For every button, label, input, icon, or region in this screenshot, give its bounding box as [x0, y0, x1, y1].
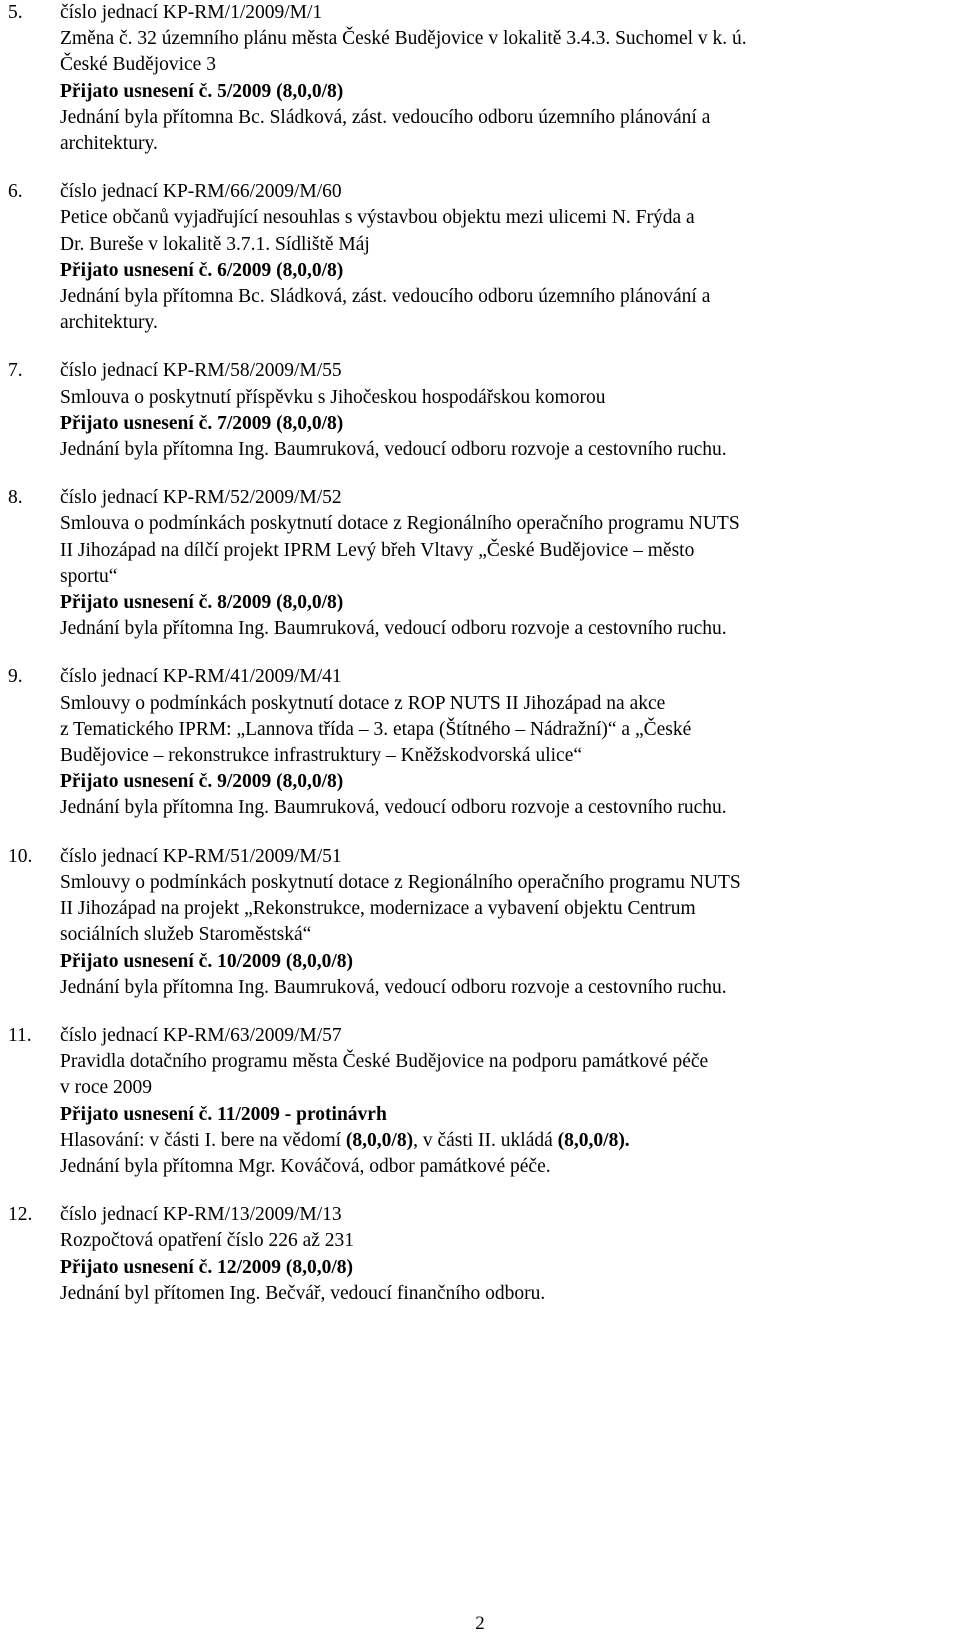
attendance-note: Jednání byl přítomen Ing. Bečvář, vedoucí finančního odboru.: [60, 1282, 546, 1304]
reference-number: číslo jednací KP-RM/66/2009/M/60: [60, 181, 342, 203]
page-number: 2: [475, 1613, 485, 1634]
item-body: [60, 664, 928, 821]
item-subject: Změna č. 32 územního plánu města České Budějovice v lokalitě 3.4.3. Suchomel v k. ú.: [60, 28, 747, 50]
resolution: Přijato usnesení č. 8/2009 (8,0,0/8): [60, 592, 344, 614]
agenda-item-5: [8, 0, 928, 157]
agenda-item-12: [8, 1202, 928, 1307]
vote-line: [60, 1128, 928, 1154]
agenda-item-6: [8, 179, 928, 336]
resolution: Přijato usnesení č. 11/2009 - protinávrh: [60, 1103, 387, 1125]
resolution: Přijato usnesení č. 10/2009 (8,0,0/8): [60, 950, 354, 972]
item-number: 11.: [8, 1024, 32, 1046]
item-subject: Dr. Bureše v lokalitě 3.7.1. Sídliště Máj: [60, 233, 370, 255]
agenda-item-8: [8, 485, 928, 642]
resolution: Přijato usnesení č. 9/2009 (8,0,0/8): [60, 771, 344, 793]
item-subject: Rozpočtová opatření číslo 226 až 231: [60, 1230, 355, 1252]
item-subject: Smlouvy o podmínkách poskytnutí dotace z ROP NUTS II Jihozápad na akce: [60, 692, 666, 714]
item-number: 12.: [8, 1204, 33, 1226]
vote-result: (8,0,0/8).: [557, 1129, 630, 1151]
reference-number: číslo jednací KP-RM/41/2009/M/41: [60, 666, 342, 688]
item-body: [60, 0, 928, 157]
attendance-note: Jednání byla přítomna Ing. Baumruková, vedoucí odboru rozvoje a cestovního ruchu.: [60, 797, 727, 819]
attendance-note: Jednání byla přítomna Mgr. Kováčová, odbor památkové péče.: [60, 1155, 551, 1177]
item-subject: v roce 2009: [60, 1077, 153, 1099]
reference-number: číslo jednací KP-RM/58/2009/M/55: [60, 360, 342, 382]
item-body: [60, 1023, 928, 1180]
item-number: 8.: [8, 487, 23, 509]
item-number: 10.: [8, 845, 33, 867]
attendance-note: architektury.: [60, 133, 158, 155]
item-subject: sportu“: [60, 565, 118, 587]
attendance-note: Jednání byla přítomna Ing. Baumruková, vedoucí odboru rozvoje a cestovního ruchu.: [60, 439, 727, 461]
reference-number: číslo jednací KP-RM/13/2009/M/13: [60, 1204, 342, 1226]
attendance-note: Jednání byla přítomna Ing. Baumruková, vedoucí odboru rozvoje a cestovního ruchu.: [60, 618, 727, 640]
agenda-item-7: [8, 358, 928, 463]
item-subject: z Tematického IPRM: „Lannova třída – 3. etapa (Štítného – Nádražní)“ a „České: [60, 718, 692, 740]
attendance-note: Jednání byla přítomna Ing. Baumruková, vedoucí odboru rozvoje a cestovního ruchu.: [60, 976, 727, 998]
vote-text: , v části II. ukládá: [413, 1129, 558, 1151]
resolution: Přijato usnesení č. 7/2009 (8,0,0/8): [60, 412, 344, 434]
resolution: Přijato usnesení č. 6/2009 (8,0,0/8): [60, 259, 344, 281]
item-subject: sociálních služeb Staroměstská“: [60, 924, 312, 946]
reference-number: číslo jednací KP-RM/51/2009/M/51: [60, 845, 342, 867]
attendance-note: Jednání byla přítomna Bc. Sládková, zást. vedoucího odboru územního plánování a: [60, 106, 711, 128]
item-subject: II Jihozápad na dílčí projekt IPRM Levý břeh Vltavy „České Budějovice – město: [60, 539, 695, 561]
resolution: Přijato usnesení č. 12/2009 (8,0,0/8): [60, 1256, 354, 1278]
item-subject: České Budějovice 3: [60, 54, 216, 76]
item-body: [60, 844, 928, 1001]
attendance-note: Jednání byla přítomna Bc. Sládková, zást. vedoucího odboru územního plánování a: [60, 286, 711, 308]
item-body: [60, 179, 928, 336]
item-subject: Petice občanů vyjadřující nesouhlas s výstavbou objektu mezi ulicemi N. Frýda a: [60, 207, 695, 229]
attendance-note: architektury.: [60, 312, 158, 334]
item-number: 7.: [8, 360, 23, 382]
item-number: 9.: [8, 666, 23, 688]
item-body: [60, 1202, 928, 1307]
reference-number: číslo jednací KP-RM/63/2009/M/57: [60, 1024, 342, 1046]
vote-text: Hlasování: v části I. bere na vědomí: [60, 1129, 346, 1151]
item-subject: Smlouva o poskytnutí příspěvku s Jihočeskou hospodářskou komorou: [60, 386, 606, 408]
item-subject: Budějovice – rekonstrukce infrastruktury – Kněžskodvorská ulice“: [60, 745, 583, 767]
agenda-item-9: [8, 664, 928, 821]
item-subject: Pravidla dotačního programu města České Budějovice na podporu památkové péče: [60, 1051, 709, 1073]
item-subject: Smlouva o podmínkách poskytnutí dotace z Regionálního operačního programu NUTS: [60, 513, 740, 535]
item-subject: Smlouvy o podmínkách poskytnutí dotace z Regionálního operačního programu NUTS: [60, 871, 741, 893]
agenda-item-10: [8, 844, 928, 1001]
item-subject: II Jihozápad na projekt „Rekonstrukce, modernizace a vybavení objektu Centrum: [60, 898, 696, 920]
resolution: Přijato usnesení č. 5/2009 (8,0,0/8): [60, 80, 344, 102]
reference-number: číslo jednací KP-RM/1/2009/M/1: [60, 2, 323, 23]
agenda-item-11: [8, 1023, 928, 1180]
vote-result: (8,0,0/8): [345, 1129, 414, 1151]
item-number: 6.: [8, 181, 23, 203]
reference-number: číslo jednací KP-RM/52/2009/M/52: [60, 487, 342, 509]
item-body: [60, 358, 928, 463]
item-number: 5.: [8, 2, 23, 23]
item-body: [60, 485, 928, 642]
